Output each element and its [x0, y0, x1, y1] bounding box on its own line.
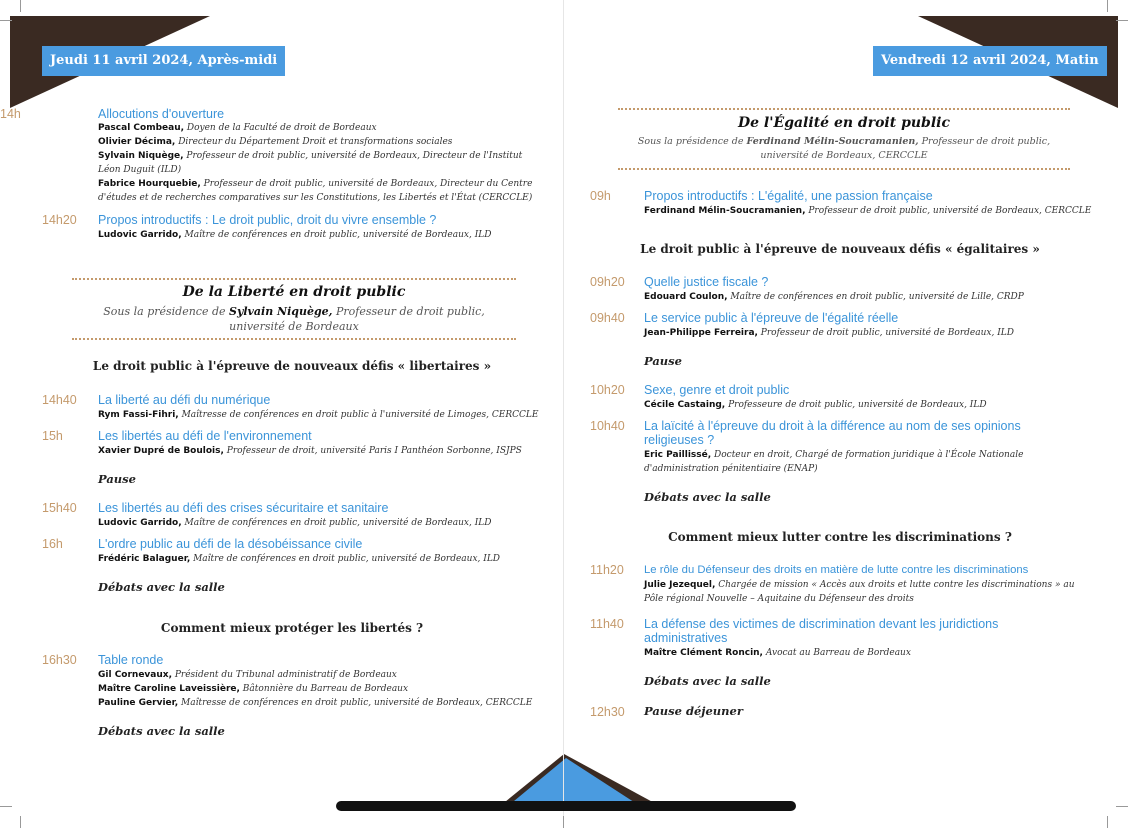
- speaker: Ludovic Garrido, Maître de conférences en droit public, université de Bordeaux, ILD: [98, 518, 492, 528]
- section-heading: Le droit public à l'épreuve de nouveaux défis « égalitaires »: [640, 242, 1040, 256]
- time-label: 14h: [0, 107, 21, 121]
- session-title: Les libertés au défi des crises sécuritaire et sanitaire: [98, 501, 389, 515]
- session-title: Table ronde: [98, 653, 164, 667]
- speaker: Gil Cornevaux, Président du Tribunal administratif de Bordeaux: [98, 670, 397, 680]
- time-label: 09h: [590, 189, 611, 203]
- speaker: Pascal Combeau, Doyen de la Faculté de droit de Bordeaux: [98, 123, 377, 133]
- time-label: 10h20: [590, 383, 625, 397]
- debates-label: Débats avec la salle: [644, 490, 771, 504]
- session-title: Sexe, genre et droit public: [644, 383, 790, 397]
- session-title: Allocutions d'ouverture: [98, 107, 225, 121]
- speaker: Ferdinand Mélin-Soucramanien, Professeur de droit public, université de Bordeaux, CERCCLE: [644, 206, 1092, 216]
- speaker: Pôle régional Nouvelle – Aquitaine du Défenseur des droits: [644, 594, 914, 604]
- crop-mark: [1107, 0, 1108, 12]
- speaker: Julie Jezequel, Chargée de mission « Accès aux droits et lutte contre les discriminations » au: [644, 580, 1075, 590]
- debates-label: Débats avec la salle: [98, 724, 225, 738]
- page-fold: [563, 0, 564, 828]
- bottom-triangle-decoration: [500, 750, 660, 806]
- session-title: La défense des victimes de discrimination devant les juridictions: [644, 617, 999, 631]
- speaker: Sylvain Niquège, Professeur de droit public, université de Bordeaux, Directeur de l'Institut: [98, 151, 523, 161]
- dotted-divider: [72, 338, 516, 340]
- session-title: La liberté au défi du numérique: [98, 393, 271, 407]
- session-title: Le service public à l'épreuve de l'égalité réelle: [644, 311, 899, 325]
- speaker: Maître Clément Roncin, Avocat au Barreau de Bordeaux: [644, 648, 911, 658]
- speaker: Jean-Philippe Ferreira, Professeur de droit public, université de Bordeaux, ILD: [644, 328, 1014, 338]
- part-chair-affiliation: université de Bordeaux: [229, 320, 359, 333]
- session-title: L'ordre public au défi de la désobéissance civile: [98, 537, 363, 551]
- time-label: 11h20: [590, 563, 624, 577]
- section-heading: Comment mieux protéger les libertés ?: [160, 621, 424, 635]
- time-label: 09h40: [590, 311, 625, 325]
- part-title: De l'Égalité en droit public: [738, 115, 950, 131]
- day-banner: Jeudi 11 avril 2024, Après-midi: [42, 46, 285, 76]
- speaker: Cécile Castaing, Professeure de droit public, université de Bordeaux, ILD: [644, 400, 987, 410]
- part-chair-affiliation: université de Bordeaux, CERCCLE: [760, 150, 928, 161]
- right-page: [564, 0, 1128, 828]
- session-title: Les libertés au défi de l'environnement: [98, 429, 312, 443]
- pause-label: Pause: [98, 472, 136, 486]
- dotted-divider: [618, 108, 1070, 110]
- time-label: 15h40: [42, 501, 77, 515]
- time-label: 14h20: [42, 213, 77, 227]
- debates-label: Débats avec la salle: [644, 674, 771, 688]
- part-chair: Sous la présidence de Sylvain Niquège, Professeur de droit public,: [103, 305, 485, 318]
- lunch-label: Pause déjeuner: [644, 704, 743, 718]
- speaker: d'études et de recherches comparatives sur les Constitutions, les Libertés et l'État (CERCCLE): [98, 193, 533, 203]
- speaker: Maître Caroline Laveissière, Bâtonnière du Barreau de Bordeaux: [98, 684, 409, 694]
- time-label: 16h: [42, 537, 63, 551]
- crop-mark: [1107, 816, 1108, 828]
- crop-mark: [20, 816, 21, 828]
- session-title: Le rôle du Défenseur des droits en matière de lutte contre les discriminations: [644, 564, 1029, 576]
- crop-mark: [563, 816, 564, 828]
- section-heading: Comment mieux lutter contre les discriminations ?: [668, 530, 1012, 544]
- time-label: 14h40: [42, 393, 77, 407]
- part-chair: Sous la présidence de Ferdinand Mélin-Soucramanien, Professeur de droit public,: [637, 136, 1051, 147]
- home-indicator[interactable]: [336, 801, 796, 811]
- dotted-divider: [618, 168, 1070, 170]
- day-banner: Vendredi 12 avril 2024, Matin: [873, 46, 1107, 76]
- speaker: Rym Fassi-Fihri, Maîtresse de conférences en droit public à l'université de Limoges, CERCCLE: [98, 410, 539, 420]
- session-title: Propos introductifs : L'égalité, une passion française: [644, 189, 933, 203]
- crop-mark: [0, 20, 12, 21]
- speaker: Xavier Dupré de Boulois, Professeur de droit, université Paris I Panthéon Sorbonne, ISJPS: [98, 446, 522, 456]
- time-label: 10h40: [590, 419, 625, 433]
- speaker: Pauline Gervier, Maîtresse de conférences en droit public, université de Bordeaux, CERCCLE: [98, 698, 533, 708]
- speaker: Fabrice Hourquebie, Professeur de droit public, université de Bordeaux, Directeur du Centre: [98, 179, 533, 189]
- speaker: Eric Paillissé, Docteur en droit, Chargé de formation juridique à l'École Nationale: [644, 450, 1024, 460]
- dotted-divider: [72, 278, 516, 280]
- crop-mark: [0, 806, 12, 807]
- part-title: De la Liberté en droit public: [182, 284, 406, 300]
- session-title: La laïcité à l'épreuve du droit à la différence au nom de ses opinions: [644, 419, 1021, 433]
- time-label: 11h40: [590, 617, 624, 631]
- time-label: 12h30: [590, 705, 625, 719]
- speaker: d'administration pénitentiaire (ENAP): [644, 464, 818, 474]
- crop-mark: [1116, 806, 1128, 807]
- debates-label: Débats avec la salle: [98, 580, 225, 594]
- speaker: Olivier Décima, Directeur du Département Droit et transformations sociales: [98, 137, 453, 147]
- session-title-cont: administratives: [644, 631, 728, 645]
- pause-label: Pause: [644, 354, 682, 368]
- speaker: Léon Duguit (ILD): [98, 165, 182, 175]
- speaker: Ludovic Garrido, Maître de conférences en droit public, université de Bordeaux, ILD: [98, 230, 492, 240]
- crop-mark: [20, 0, 21, 12]
- speaker: Frédéric Balaguer, Maître de conférences en droit public, université de Bordeaux, ILD: [98, 554, 501, 564]
- speaker: Edouard Coulon, Maître de conférences en droit public, université de Lille, CRDP: [644, 292, 1024, 302]
- section-heading: Le droit public à l'épreuve de nouveaux défis « libertaires »: [92, 359, 492, 373]
- time-label: 16h30: [42, 653, 77, 667]
- time-label: 09h20: [590, 275, 625, 289]
- session-title: Propos introductifs : Le droit public, droit du vivre ensemble ?: [98, 213, 437, 227]
- session-title: Quelle justice fiscale ?: [644, 275, 769, 289]
- crop-mark: [1116, 20, 1128, 21]
- session-title-cont: religieuses ?: [644, 433, 715, 447]
- time-label: 15h: [42, 429, 63, 443]
